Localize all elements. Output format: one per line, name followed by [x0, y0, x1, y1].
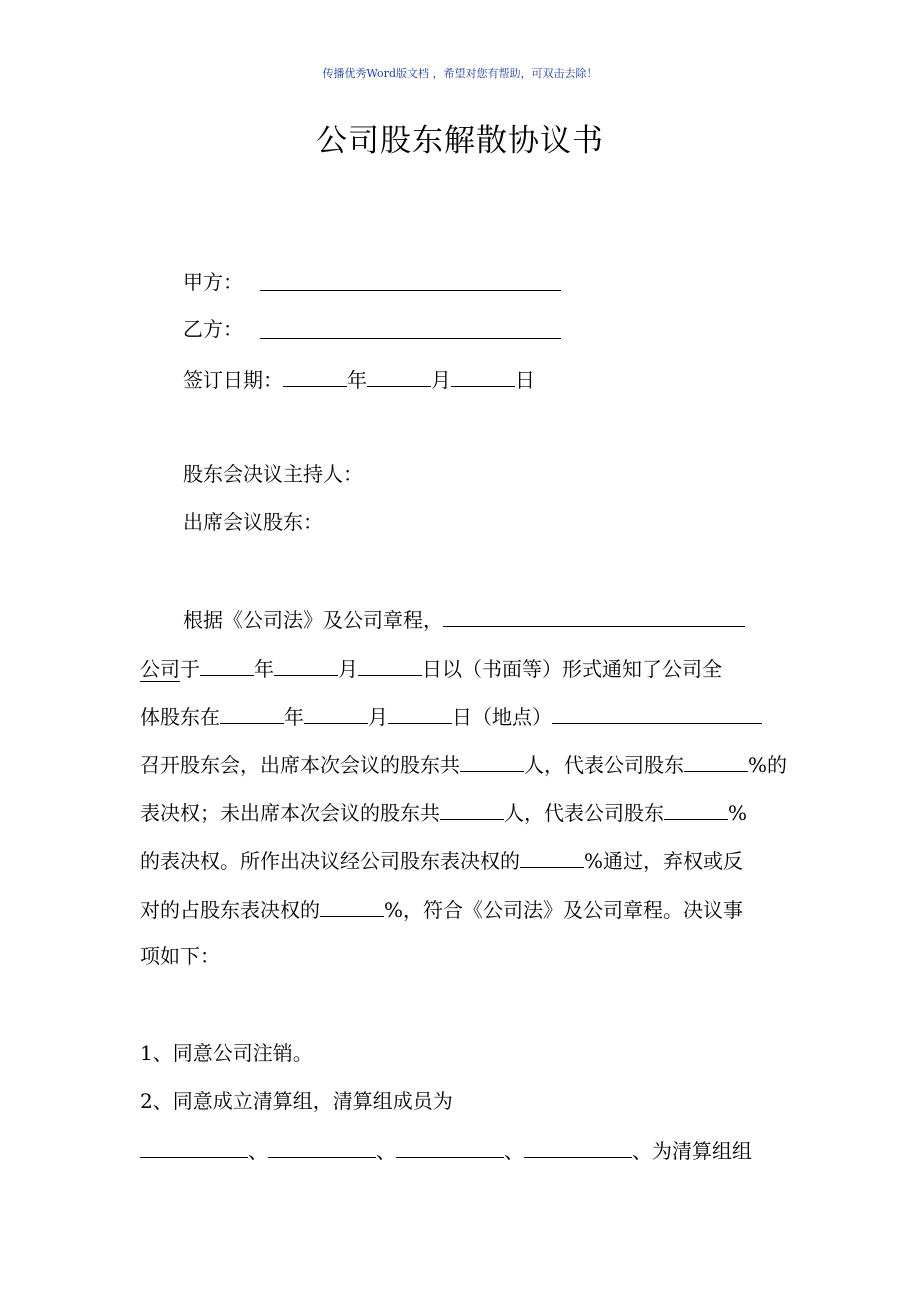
body-text: 于 [180, 657, 200, 681]
sign-day-blank[interactable] [451, 366, 515, 387]
member-1-blank[interactable] [140, 1137, 248, 1158]
body-text: 体股东在 [140, 705, 220, 729]
body-text: %的 [748, 753, 788, 777]
document-title: 公司股东解散协议书 [316, 123, 604, 159]
separator: 、 [376, 1139, 396, 1163]
party-b-line [183, 317, 243, 341]
body-line-7 [140, 896, 743, 920]
absent-percent-blank[interactable] [664, 799, 728, 820]
body-line-3 [140, 703, 762, 727]
attending-count-blank[interactable] [460, 751, 524, 772]
absent-count-blank[interactable] [440, 799, 504, 820]
separator: 、 [504, 1139, 524, 1163]
body-text: 日（地点） [452, 705, 552, 729]
party-a-label: 甲方： [183, 270, 243, 294]
body-line-4 [140, 751, 787, 775]
party-a-line [183, 270, 243, 294]
resolution-item-1: 1、同意公司注销。 [140, 1041, 313, 1065]
party-b-blank[interactable] [260, 338, 561, 339]
body-text: 根据《公司法》及公司章程， [183, 608, 443, 632]
body-text: 日以（书面等）形式通知了公司全 [422, 657, 722, 681]
body-text: %通过，弃权或反 [584, 849, 744, 873]
notice-month-blank[interactable] [274, 655, 338, 676]
attending-percent-blank[interactable] [684, 751, 748, 772]
meeting-year-blank[interactable] [220, 703, 284, 724]
body-text: 的表决权。所作出决议经公司股东表决权的 [140, 849, 520, 873]
company-word: 公司 [140, 657, 180, 681]
company-name-blank[interactable] [443, 606, 745, 627]
sign-date-label: 签订日期： [183, 368, 283, 392]
resolution-item-2: 2、同意成立清算组，清算组成员为 [140, 1089, 453, 1113]
body-text: 年 [254, 657, 274, 681]
party-a-blank[interactable] [260, 290, 561, 291]
body-line-8: 项如下： [140, 944, 220, 968]
sign-month-label: 月 [431, 368, 451, 392]
member-4-blank[interactable] [524, 1137, 632, 1158]
separator: 、 [248, 1139, 268, 1163]
meeting-month-blank[interactable] [304, 703, 368, 724]
sign-year-blank[interactable] [283, 366, 347, 387]
body-line-2 [140, 655, 722, 679]
body-line-1 [183, 606, 745, 630]
body-text: %，符合《公司法》及公司章程。决议事 [384, 898, 744, 922]
oppose-percent-blank[interactable] [320, 896, 384, 917]
body-line-6 [140, 847, 743, 871]
body-text: 人，代表公司股东 [504, 801, 664, 825]
party-b-label: 乙方： [183, 317, 243, 341]
host-label: 股东会决议主持人： [183, 462, 363, 486]
meeting-location-blank[interactable] [552, 703, 762, 724]
document-banner: 传播优秀Word版文档 ，希望对您有帮助，可双击去除！ [322, 67, 598, 80]
liquidation-members-line [140, 1137, 752, 1161]
body-text: 召开股东会，出席本次会议的股东共 [140, 753, 460, 777]
meeting-day-blank[interactable] [388, 703, 452, 724]
notice-day-blank[interactable] [358, 655, 422, 676]
sign-date-line [183, 366, 535, 390]
body-text: 、为清算组组 [632, 1139, 752, 1163]
body-text: 表决权；未出席本次会议的股东共 [140, 801, 440, 825]
sign-month-blank[interactable] [367, 366, 431, 387]
body-text: % [728, 801, 748, 825]
sign-day-label: 日 [515, 368, 535, 392]
body-text: 年 [284, 705, 304, 729]
body-line-5 [140, 799, 747, 823]
approval-percent-blank[interactable] [520, 847, 584, 868]
body-text: 月 [338, 657, 358, 681]
member-3-blank[interactable] [396, 1137, 504, 1158]
member-2-blank[interactable] [268, 1137, 376, 1158]
sign-year-label: 年 [347, 368, 367, 392]
body-text: 月 [368, 705, 388, 729]
notice-year-blank[interactable] [200, 655, 254, 676]
body-text: 人，代表公司股东 [524, 753, 684, 777]
body-text: 对的占股东表决权的 [140, 898, 320, 922]
attendees-label: 出席会议股东： [183, 510, 323, 534]
